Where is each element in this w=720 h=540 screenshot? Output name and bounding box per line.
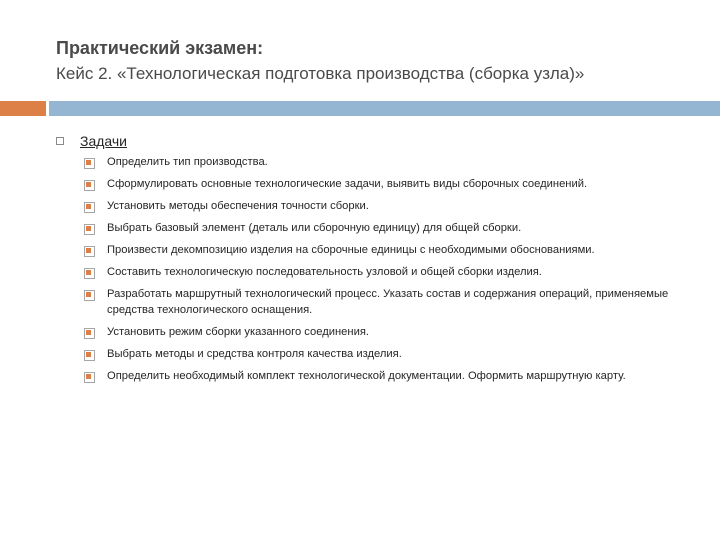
list-item [84, 176, 704, 192]
task-text: Выбрать методы и средства контроля качества изделия. [107, 348, 402, 360]
list-item [84, 324, 704, 340]
task-text: Определить необходимый комплект технологической документации. Оформить маршрутную карту. [107, 370, 626, 382]
square-bullet-icon [84, 246, 93, 255]
square-bullet-icon [84, 202, 93, 211]
square-bullet-icon [84, 372, 93, 381]
title-block [56, 36, 696, 86]
square-bullet-icon [84, 268, 93, 277]
square-bullet-icon [84, 350, 93, 359]
list-item [84, 286, 704, 318]
list-item [84, 154, 704, 170]
square-bullet-icon [84, 158, 93, 167]
task-list [84, 154, 704, 390]
slide-subtitle: Кейс 2. «Технологическая подготовка производства (сборка узла)» [56, 64, 585, 83]
list-item [84, 264, 704, 280]
task-text: Определить тип производства. [107, 156, 268, 168]
task-text: Установить методы обеспечения точности сборки. [107, 200, 369, 212]
accent-bar-orange [0, 101, 46, 116]
square-bullet-icon [84, 224, 93, 233]
list-item [84, 198, 704, 214]
task-text: Произвести декомпозицию изделия на сборочные единицы с необходимыми обоснованиями. [107, 244, 595, 256]
task-text: Разработать маршрутный технологический процесс. Указать состав и содержания операций, применяемые средства технологического оснащения. [107, 288, 669, 316]
square-bullet-icon [84, 180, 93, 189]
slide-title: Практический экзамен: [56, 38, 264, 58]
list-item [84, 346, 704, 362]
task-text: Составить технологическую последовательность узловой и общей сборки изделия. [107, 266, 542, 278]
section-heading: Задачи [80, 133, 128, 149]
task-text: Сформулировать основные технологические задачи, выявить виды сборочных соединений. [107, 178, 588, 190]
square-bullet-icon [84, 328, 93, 337]
list-item [84, 242, 704, 258]
task-text: Установить режим сборки указанного соединения. [107, 326, 369, 338]
square-bullet-icon [84, 290, 93, 299]
list-item [84, 220, 704, 236]
square-bullet-icon [56, 137, 64, 145]
accent-bar-blue [49, 101, 720, 116]
list-item [84, 368, 704, 384]
task-text: Выбрать базовый элемент (деталь или сборочную единицу) для общей сборки. [107, 222, 522, 234]
